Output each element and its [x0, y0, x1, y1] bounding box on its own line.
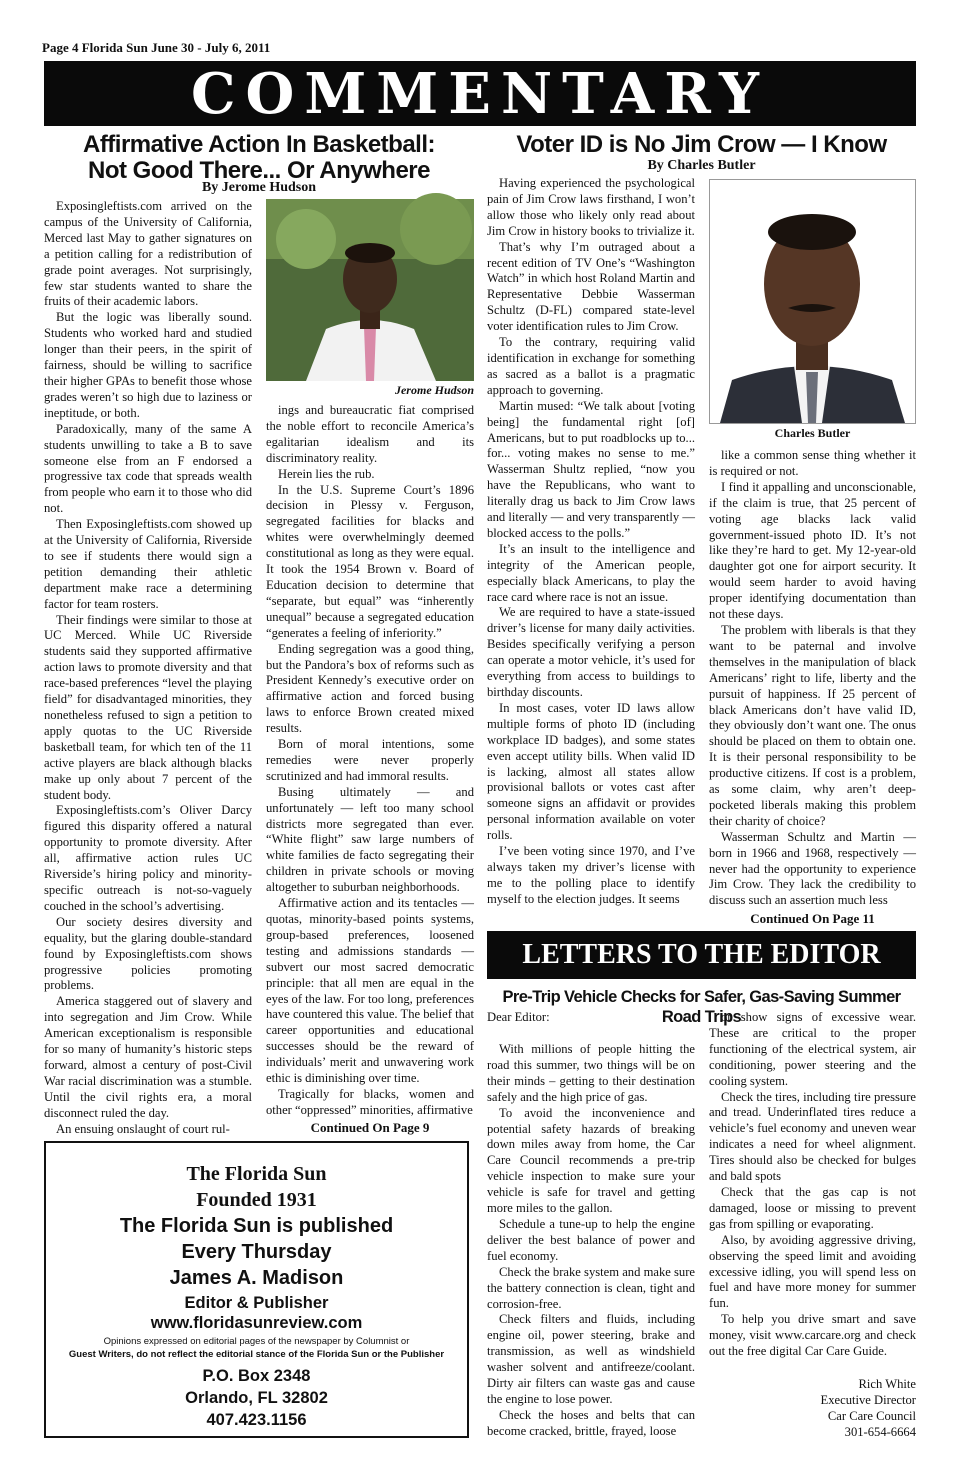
masthead-publisher: James A. Madison [169, 1267, 344, 1289]
article2-photo-caption: Charles Butler [774, 426, 851, 440]
paragraph: Then Exposingleftists.com showed up at the University of California, Riverside to see if students there would sign a petition demanding their athletic department make race a determining factor for team rosters. [44, 517, 252, 611]
paragraph: Check the brake system and make sure the battery connection is clean, tight and corrosion-free. [487, 1264, 695, 1311]
paragraph: Having experienced the psychological pain of Jim Crow laws firsthand, I won’t allow those who likely only read about Jim Crow in history books to trivialize it. [487, 176, 695, 238]
letters-column-1 [487, 1042, 695, 1442]
paragraph: But the logic was liberally sound. Students who worked hard and studied longer than their peers, in the spirit of fairness, should be willing to sacrifice their higher GPAs to benefit those whose grades weren’t so high due to laziness or ineptitude, or both. [44, 310, 252, 420]
paragraph: Our society desires diversity and equality, but the glaring double-standard found by Exposingleftists.com shows progressive policies promoting problems. [44, 914, 252, 993]
paragraph: Check filters and fluids, including engine oil, power steering, brake and transmission, as well as windshield washer solvent and antifreeze/coolant. Dirty air filters can waste gas and cause the engine to lose power. [487, 1312, 695, 1406]
masthead-disclaimer-line2: Guest Writers, do not reflect the editorial stance of the Florida Sun or the Publisher [68, 1348, 445, 1360]
paragraph: It’s an insult to the intelligence and integrity of the American people, especially black Americans, to play the race card where race is not an issue. [487, 541, 695, 604]
paragraph: Wasserman Schultz and Martin — born in 1966 and 1968, respectively — never had the opportunity to experience Jim Crow. They lack the credibility to discuss such an assertion much less [709, 829, 916, 908]
article1-photo-caption: Jerome Hudson [394, 383, 474, 397]
letters-salutation: Dear Editor: [487, 1010, 550, 1024]
masthead-phone: 407.423.1156 [206, 1410, 307, 1429]
paragraph: To avoid the inconvenience and potential safety hazards of breaking down miles away from home, the Car Care Council recommends a pre-trip vehicle inspection to make sure your vehicle is safe for travel and getting more miles to the gallon. [487, 1105, 695, 1216]
article2-column-1 [487, 176, 695, 925]
article1-column-2 [266, 403, 474, 1119]
masthead-box [44, 1141, 469, 1438]
paragraph: Also, by avoiding aggressive driving, observing the speed limit and avoiding excessive idling, you will spend less on fuel and have more money for summer fun. [709, 1232, 916, 1311]
paragraph: In most cases, voter ID laws allow multiple forms of photo ID (including workplace ID badges), and some states even accept utility bills. When valid ID is lacking, almost all states allow provisional ballots or votes cast after someone signs an affidavit or provides personal information available on voter rolls. [487, 700, 695, 843]
jerome-hudson-portrait [266, 199, 474, 381]
paragraph: To the contrary, requiring valid identification in exchange for something as sacred as a ballot is a pragmatic approach to governing. [487, 335, 695, 397]
paragraph: Herein lies the rub. [278, 466, 375, 481]
article2-byline: By Charles Butler [647, 158, 756, 173]
masthead-founded: Founded 1931 [196, 1189, 317, 1211]
paragraph: like a common sense thing whether it is required or not. [709, 448, 916, 478]
paragraph: Ending segregation was a good thing, but the Pandora’s box of reforms such as President Kennedy’s executive order on affirmative action and forced busing laws to enforce Brown created mixed results. [266, 641, 474, 736]
masthead-pobox: P.O. Box 2348 [202, 1366, 311, 1385]
paragraph: Exposingleftists.com’s Oliver Darcy figured this disparity offered a natural opportunity to promote diversity. After all, affirmative action rules UC Riverside’s hiring policy and minority-specific outreach is not-so-vaguely couched in the school’s advertising. [44, 803, 252, 913]
paragraph: Affirmative action and its tentacles — quotas, minority-based points systems, group-based preferences, loosened testing and admissions standards — subvert our most sacred democratic principle: that all men are equal in the eyes of the law. For too long, preferences have countered this value. The belief that career opportunities and educational successes should be the reward of individuals’ merit and unwavering work ethic is diminishing over time. [266, 896, 474, 1086]
article1-headline-line1: Affirmative Action In Basketball: [82, 131, 436, 158]
signature-org: Car Care Council [827, 1408, 916, 1423]
paragraph: With millions of people hitting the road this summer, two things will be on their minds – getting to their destination safely and the high price of gas. [487, 1042, 695, 1104]
paragraph: Check the tires, including tire pressure and tread. Underinflated tires reduce a vehicle’s fuel economy and uneven wear indicates a need for wheel alignment. Tires should also be checked for bulges and bald spots [709, 1089, 916, 1184]
paragraph: In the U.S. Supreme Court’s 1896 decision in Plessy v. Ferguson, segregated facilities for blacks and whites were overwhelmingly deemed constitutional as long as they were equal. It took the 1954 Brown v. Board of Education decision to determine that “separate, but equal” was “inherently unequal” because a segregated education “generates a feeling of inferiority.” [266, 482, 474, 640]
signature-title: Executive Director [820, 1392, 916, 1407]
paragraph: The problem with liberals is that they want to be paternal and involve themselves in the manipulation of black Americans’ right to life, liberty and the pursuit of happiness. If 25 percent of black Americans don’t have valid ID, they obviously don’t want one. The onus should be placed on them to obtain one. It is their personal responsibility to be productive citizens. If cost is a problem, as some claim, why aren’t deep-pocketed liberals making this problem their charity of choice? [709, 622, 916, 828]
article2-continued: Continued On Page 11 [750, 911, 875, 926]
article2-column-2 [709, 448, 916, 911]
letters-signature [709, 1377, 916, 1441]
section-banner: COMMENTARY [44, 61, 916, 126]
paragraph: That’s why I’m outraged about a recent edition of TV One’s “Washington Watch” in which host Roland Martin and Representative Debbie Wasserman Schultz (D-FL) compared state-level voter identification rules to Jim Crow. [487, 239, 695, 334]
paragraph: An ensuing onslaught of court rul- [56, 1121, 230, 1136]
article2-headline: Voter ID is No Jim Crow — I Know [516, 131, 887, 158]
masthead-role: Editor & Publisher [184, 1294, 329, 1312]
paragraph: Born of moral intentions, some remedies were never properly scrutinized and had immoral results. [266, 737, 474, 783]
signature-name: Rich White [858, 1377, 916, 1391]
paragraph: ings and bureaucratic fiat comprised the noble effort to reconcile America’s egalitarian idealism and its discriminatory reality. [266, 403, 474, 465]
paragraph: America staggered out of slavery and into segregation and Jim Crow. While American exceptionalism is responsible for so many of humanity’s historic steps forward, almost a century of post-Civil War racial discrimination was a stumble. Until the civil rights era, a moral disconnect ruled the day. [44, 994, 252, 1120]
article1-headline-line2: Not Good There... Or Anywhere [88, 157, 430, 184]
paragraph: Busing ultimately — and unfortunately — left too many school districts more segregated than ever. “White flight” saw large numbers of white families de facto segregating their children in private schools or moving altogether to suburban neighborhoods. [266, 784, 474, 895]
paragraph: Tragically for blacks, women and other “oppressed” minorities, affirmative [266, 1086, 474, 1117]
paragraph: Martin mused: “We talk about [voting being] the fundamental right [of] Americans, but to put roadblocks up to... for... voting makes no sense to me.” Wasserman Shultz replied, “now you have the Republicans, who want to literally drag us back to Jim Crow laws and literally — and very transparently — blocked access to the polls.” [487, 398, 695, 540]
article1-continued: Continued On Page 9 [310, 1120, 430, 1135]
paragraph: Their findings were similar to those at UC Merced. While UC Riverside students said they supported affirmative action laws to promote diversity and that race-based preferences “level the playing field” for disadvantaged minorities, they nonetheless refused to sign a petition to apply quotas to the UC Riverside basketball team, for which ten of the 11 active players are black although blacks make up only about 7 percent of the student body. [44, 612, 252, 802]
masthead-website: www.floridasunreview.com [150, 1313, 363, 1332]
article1-byline: By Jerome Hudson [201, 180, 317, 195]
signature-phone: 301-654-6664 [844, 1424, 916, 1439]
paragraph: Exposingleftists.com arrived on the campus of the University of California, Merced last May to gather signatures on a petition calling for a redistribution of grade point averages. Not surprisingly, few star students wanted to share the fruits of their academic labors. [44, 199, 252, 309]
masthead-published-line2: Every Thursday [181, 1241, 332, 1263]
letters-column-2 [709, 1010, 916, 1359]
charles-butler-portrait [710, 180, 915, 423]
masthead-city: Orlando, FL 32802 [185, 1388, 328, 1407]
paragraph: I’ve been voting since 1970, and I’ve always taken my driver’s license with me to the polling place to identify myself to the election judges. It seems [487, 844, 695, 906]
paragraph: Check the hoses and belts that can become cracked, brittle, frayed, loose [487, 1407, 695, 1438]
masthead-published-line1: The Florida Sun is published [119, 1215, 394, 1237]
letters-headline: Pre-Trip Vehicle Checks for Safer, Gas-Saving Summer Road Trips [502, 988, 901, 1026]
page-folio: Page 4 Florida Sun June 30 - July 6, 2011 [42, 40, 271, 55]
article1-column-1 [44, 199, 252, 1134]
article1-photo [266, 199, 474, 381]
article2-photo [709, 179, 916, 424]
article1-headline [44, 132, 474, 184]
masthead-name: The Florida Sun [186, 1163, 327, 1185]
letters-section-bar: LETTERS TO THE EDITOR [487, 931, 916, 979]
paragraph: or show signs of excessive wear. These are critical to the proper functioning of the electrical system, air conditioning, power steering and the cooling system. [709, 1010, 916, 1088]
paragraph: Paradoxically, many of the same A students unwilling to take a B to save someone else from an F endorsed a progressive tax code that spreads wealth from people who earn it to those who did not. [44, 421, 252, 516]
paragraph: I find it appalling and unconscionable, if the claim is true, that 25 percent of voting age blacks lack valid government-issued photo ID. It’s not like they’re hard to get. My 12-year-old daughter got one for airport security. It would seem harder to avoid having proper identifying documentation than not these days. [709, 479, 916, 622]
paragraph: Check that the gas cap is not damaged, loose or missing to prevent gas from spilling or evaporating. [709, 1184, 916, 1231]
paragraph: We are required to have a state-issued driver’s license for many daily activities. Besides specifically verifying a person can operate a motor vehicle, it’s used for everything from access to buildings to birthday discounts. [487, 605, 695, 699]
paragraph: To help you drive smart and save money, visit www.carcare.org and check out the free digital Car Care Guide. [709, 1312, 916, 1359]
paragraph: Schedule a tune-up to help the engine deliver the best balance of power and fuel economy. [487, 1216, 695, 1263]
masthead-disclaimer-line1: Opinions expressed on editorial pages of the newspaper by Columnist or [103, 1335, 410, 1347]
